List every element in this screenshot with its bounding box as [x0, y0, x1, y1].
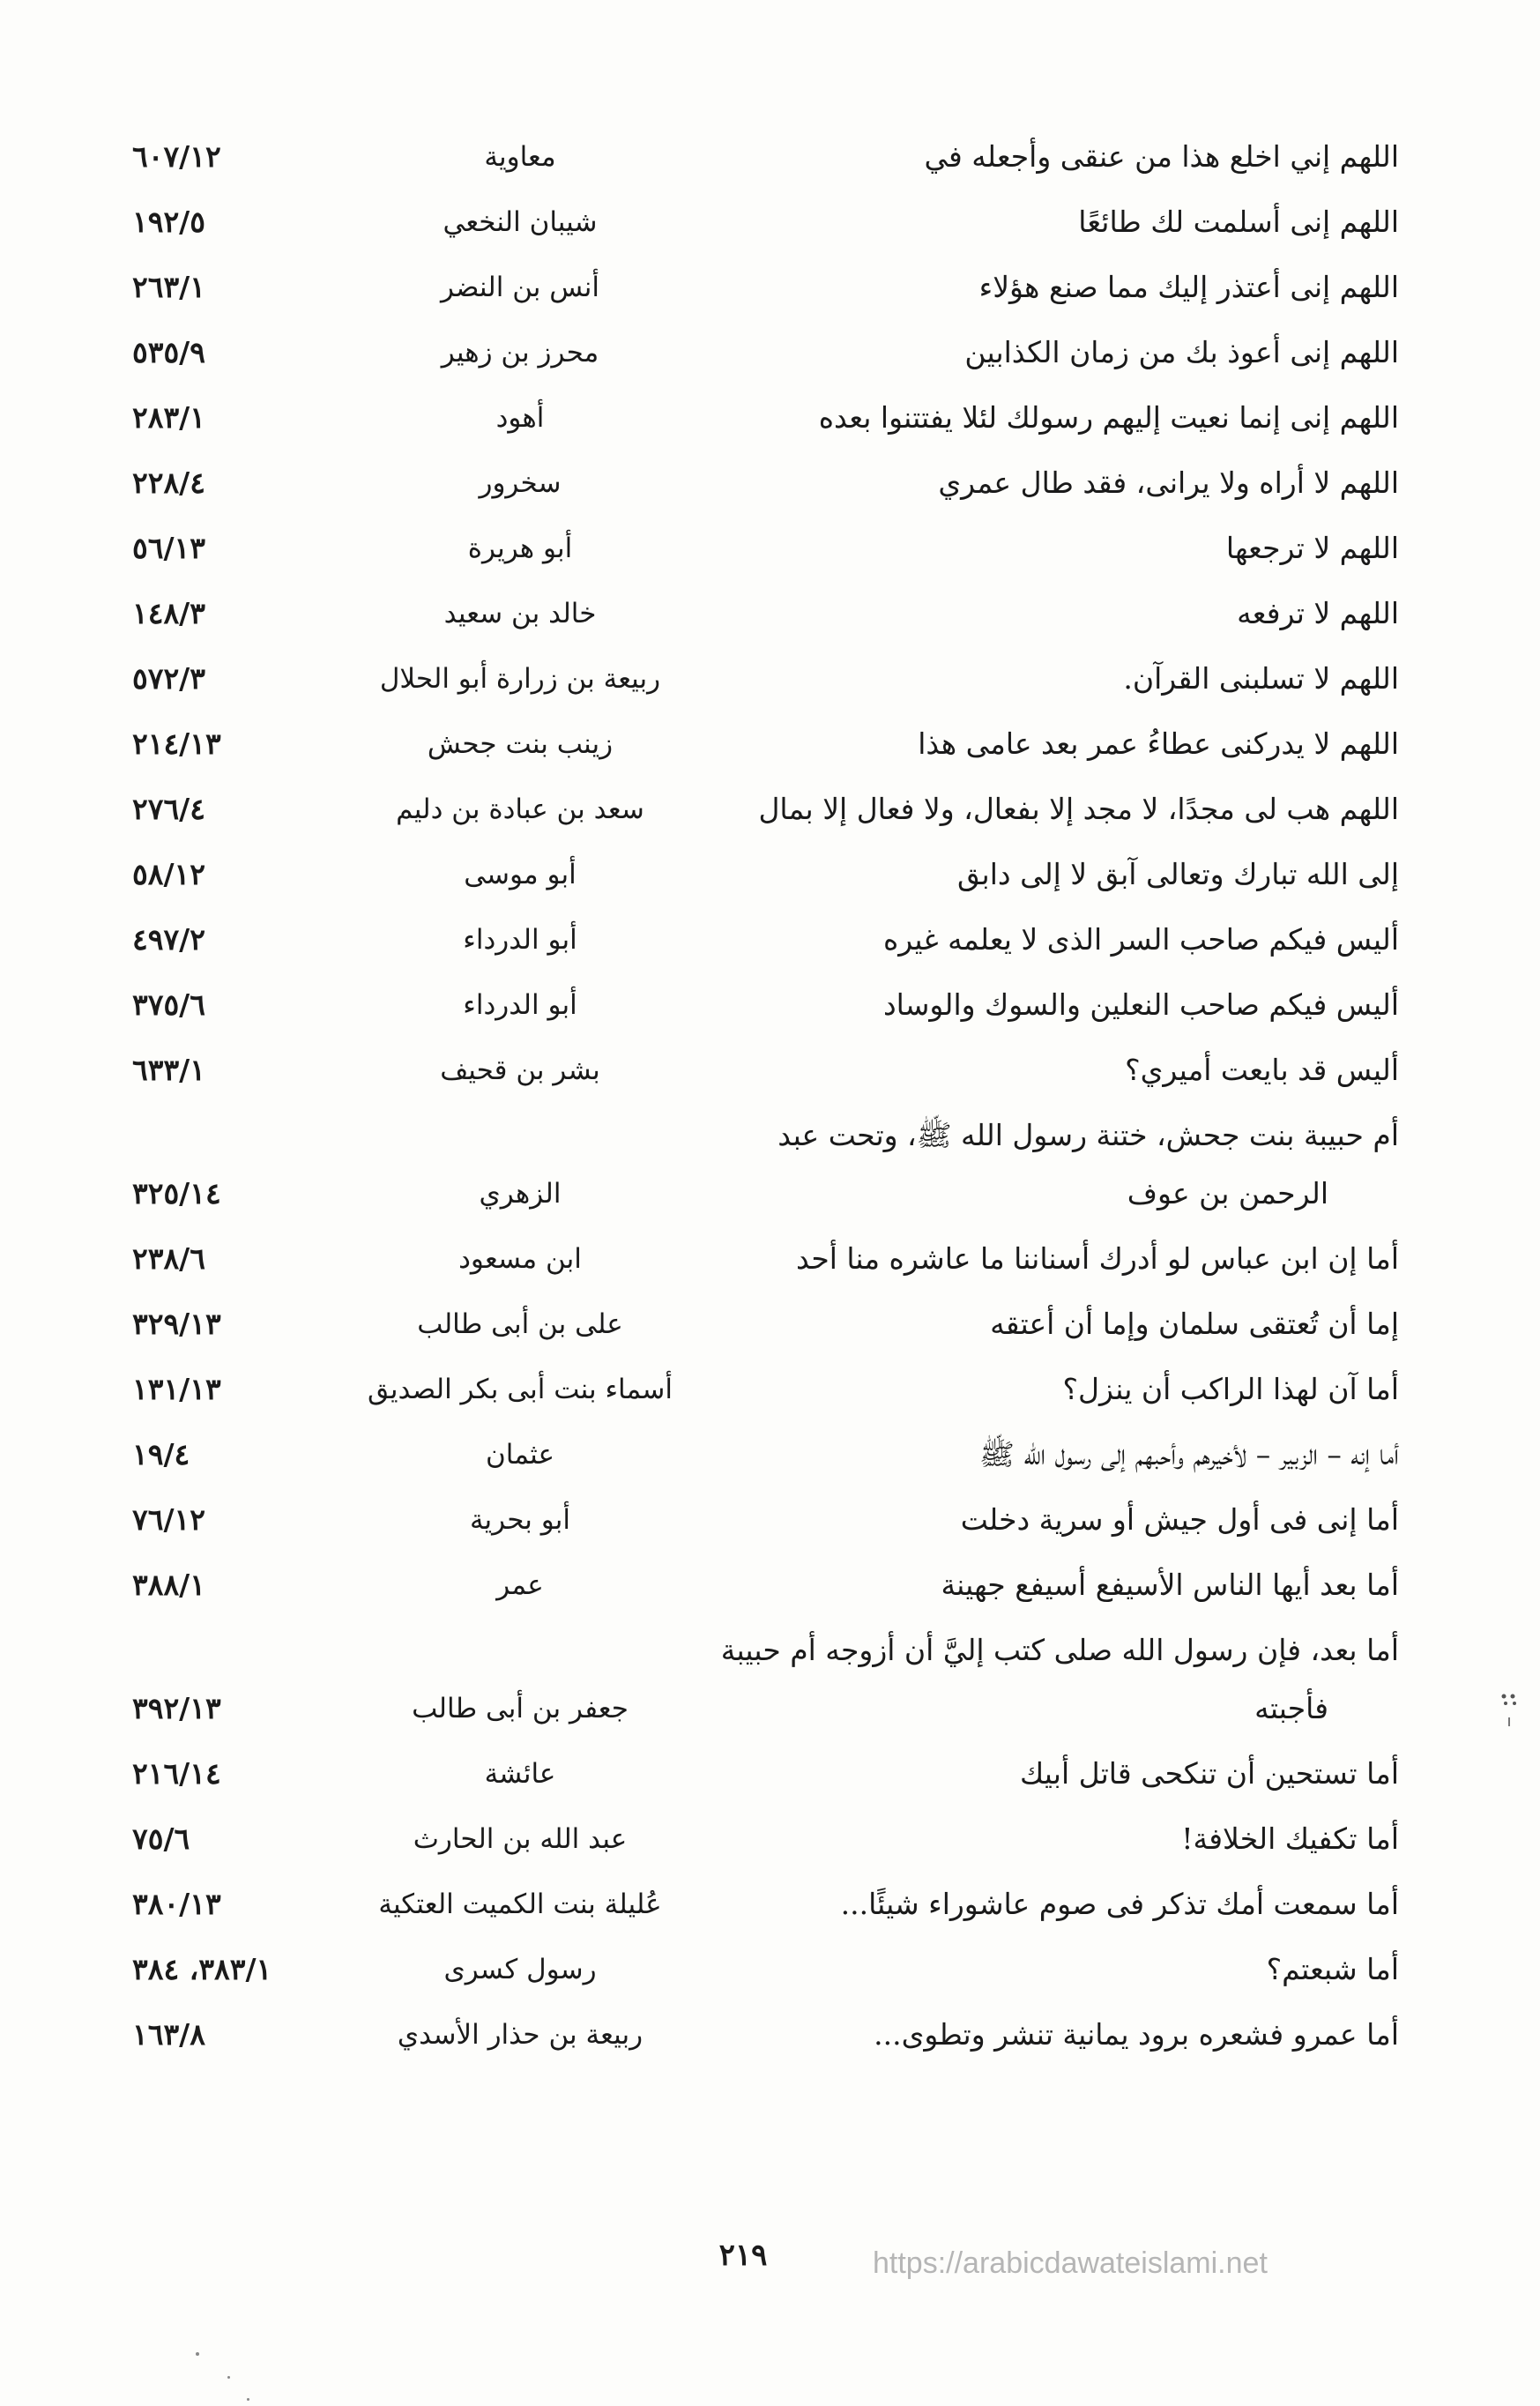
row-narrator: عبد الله بن الحارث [413, 1823, 628, 1855]
row-reference: ٢٦٣/١ [132, 270, 205, 304]
row-phrase: اللهم إنى أعتذر إليك مما صنع هؤلاء [978, 270, 1399, 304]
index-row [0, 979, 1540, 1044]
row-reference: ١٦٣/٨ [132, 2017, 205, 2052]
index-row [0, 652, 1540, 718]
row-narrator: أبو الدرداء [463, 924, 577, 956]
row-reference: ١٩/٤ [132, 1437, 190, 1471]
row-phrase: أما تكفيك الخلافة! [1181, 1821, 1399, 1856]
row-phrase: اللهم هب لى مجدًا، لا مجد إلا بفعال، ولا فعال إلا بمال [758, 792, 1399, 826]
row-narrator: زينب بنت جحش [427, 728, 614, 760]
index-row [0, 848, 1540, 913]
row-reference: ٥٣٥/٩ [132, 335, 205, 369]
index-row [0, 457, 1540, 522]
row-reference: ٣٧٥/٦ [132, 987, 205, 1022]
row-phrase: اللهم إنى أعوذ بك من زمان الكذابين [964, 335, 1399, 369]
index-row [0, 1559, 1540, 1624]
index-row [0, 522, 1540, 587]
index-row [0, 130, 1540, 196]
page-number: ٢١٩ [718, 2238, 768, 2273]
row-reference: ٦٣٣/١ [132, 1053, 205, 1087]
scan-speck [227, 2376, 230, 2379]
row-reference: ٤٩٧/٢ [132, 922, 205, 957]
row-phrase: اللهم لا ترفعه [1237, 596, 1399, 630]
row-narrator: أبو هريرة [467, 533, 573, 564]
row-narrator: ابن مسعود [458, 1243, 582, 1275]
row-phrase: إلى الله تبارك وتعالى آبق لا إلى دابق [957, 857, 1399, 891]
row-phrase: أليس فيكم صاحب السر الذى لا يعلمه غيره [882, 922, 1399, 957]
row-reference: ٢٢٨/٤ [132, 466, 205, 500]
index-row [0, 1298, 1540, 1363]
index-row [0, 587, 1540, 652]
row-reference: ٣٨٠/١٣ [132, 1887, 221, 1921]
row-narrator: رسول كسرى [443, 1954, 597, 1985]
index-row [0, 1044, 1540, 1109]
row-phrase: أما سمعت أمك تذكر فى صوم عاشوراء شيئًا... [840, 1887, 1399, 1921]
index-row [0, 1233, 1540, 1298]
row-phrase: أما شبعتم؟ [1266, 1952, 1399, 1986]
scan-speck [247, 2398, 249, 2401]
row-phrase: اللهم إنى أسلمت لك طائعًا [1078, 205, 1399, 239]
row-reference: ٢٨٣/١ [132, 400, 205, 435]
watermark-url: https://arabicdawateislami.net [873, 2246, 1268, 2280]
index-row [0, 1943, 1540, 2008]
row-narrator: سعد بن عبادة بن دليم [396, 793, 644, 825]
row-reference: ٣٨٣/١، ٣٨٤ [132, 1952, 272, 1986]
row-phrase: اللهم إنى إنما نعيت إليهم رسولك لئلا يفتتنوا بعده [818, 400, 1399, 435]
row-phrase: أليس قد بايعت أميري؟ [1125, 1053, 1399, 1087]
row-narrator: جعفر بن أبى طالب [412, 1693, 629, 1724]
row-reference: ٧٥/٦ [132, 1821, 190, 1856]
row-narrator: ربيعة بن زرارة أبو الحلال [379, 663, 661, 695]
row-narrator: الزهري [479, 1178, 562, 1210]
index-row [0, 1494, 1540, 1559]
row-phrase: أما إنه – الزبير – لأخيرهم وأحبهم إلى رسول الله ﷺ [979, 1437, 1399, 1471]
index-row [0, 913, 1540, 979]
row-reference: ٦٠٧/١٢ [132, 139, 221, 174]
index-row [0, 1109, 1540, 1167]
row-narrator: أنس بن النضر [440, 272, 600, 303]
row-reference: ١٤٨/٣ [132, 596, 205, 630]
row-phrase: أما إن ابن عباس لو أدرك أسناننا ما عاشره منا أحد [796, 1241, 1399, 1276]
row-narrator: أبو الدرداء [463, 989, 577, 1021]
row-reference: ٢٧٦/٤ [132, 792, 205, 826]
row-narrator: على بن أبى طالب [417, 1308, 623, 1340]
row-reference: ٣٩٢/١٣ [132, 1691, 221, 1725]
row-narrator: خالد بن سعيد [443, 598, 597, 629]
index-row [0, 1813, 1540, 1878]
row-narrator: عائشة [484, 1758, 556, 1790]
index-row [0, 1363, 1540, 1428]
row-phrase: أما عمرو فشعره برود يمانية تنشر وتطوى... [874, 2017, 1399, 2052]
row-narrator: سخرور [479, 467, 562, 499]
index-row [0, 391, 1540, 457]
scan-speck [196, 2352, 199, 2356]
row-phrase: اللهم لا يدركنى عطاءُ عمر بعد عامى هذا [918, 726, 1399, 761]
index-row [0, 1682, 1540, 1747]
row-phrase: اللهم لا ترجعها [1225, 531, 1399, 565]
row-reference: ١٣١/١٣ [132, 1372, 221, 1406]
row-narrator: عمر [496, 1569, 544, 1601]
row-narrator: معاوية [484, 141, 556, 173]
index-row [0, 1878, 1540, 1943]
index-row [0, 783, 1540, 848]
row-reference: ٥٦/١٣ [132, 531, 205, 565]
index-row [0, 261, 1540, 326]
row-phrase: اللهم إني اخلع هذا من عنقى وأجعله في [924, 139, 1399, 174]
row-phrase: أم حبيبة بنت جحش، ختنة رسول الله ﷺ، وتحت عبد [777, 1118, 1399, 1152]
row-phrase: اللهم لا أراه ولا يرانى، فقد طال عمري [938, 466, 1399, 500]
index-row [0, 326, 1540, 391]
row-narrator: أبو بحرية [469, 1504, 571, 1536]
index-row [0, 1624, 1540, 1682]
index-row [0, 1747, 1540, 1813]
row-narrator: ربيعة بن حذار الأسدي [397, 2019, 644, 2051]
row-reference: ٣٢٩/١٣ [132, 1307, 221, 1341]
row-phrase: إما أن تُعتقى سلمان وإما أن أعتقه [990, 1307, 1399, 1341]
index-row [0, 1428, 1540, 1494]
index-row [0, 196, 1540, 261]
row-phrase: اللهم لا تسلبنى القرآن. [1123, 661, 1399, 696]
row-narrator: عُليلة بنت الكميت العتكية [378, 1888, 662, 1920]
row-phrase: فأجبته [1254, 1691, 1328, 1725]
row-narrator: أهود [495, 402, 545, 434]
index-table [0, 130, 1540, 2074]
row-phrase: أما آن لهذا الراكب أن ينزل؟ [1062, 1372, 1399, 1406]
row-reference: ٢١٤/١٣ [132, 726, 221, 761]
row-narrator: أسماء بنت أبى بكر الصديق [368, 1374, 673, 1405]
row-narrator: أبو موسى [464, 859, 577, 890]
row-reference: ٥٨/١٢ [132, 857, 205, 891]
row-phrase: أما بعد أيها الناس الأسيفع أسيفع جهينة [941, 1568, 1399, 1602]
row-reference: ١٩٢/٥ [132, 205, 205, 239]
index-row [0, 1167, 1540, 1233]
row-phrase: أما تستحين أن تنكحى قاتل أبيك [1019, 1756, 1399, 1791]
row-reference: ٣٢٥/١٤ [132, 1176, 221, 1210]
margin-mark-icon [1499, 1691, 1520, 1730]
row-narrator: شيبان النخعي [443, 206, 598, 238]
index-row [0, 718, 1540, 783]
row-reference: ٥٧٢/٣ [132, 661, 205, 696]
row-reference: ٢١٦/١٤ [132, 1756, 221, 1791]
row-phrase: أليس فيكم صاحب النعلين والسوك والوساد [882, 987, 1399, 1022]
row-phrase: الرحمن بن عوف [1127, 1176, 1328, 1210]
row-phrase: أما إنى فى أول جيش أو سرية دخلت [960, 1502, 1399, 1537]
row-phrase: أما بعد، فإن رسول الله صلى كتب إليَّ أن أزوجه أم حبيبة [720, 1633, 1399, 1667]
row-reference: ٧٦/١٢ [132, 1502, 205, 1537]
row-reference: ٢٣٨/٦ [132, 1241, 205, 1276]
row-reference: ٣٨٨/١ [132, 1568, 205, 1602]
row-narrator: بشر بن قحيف [440, 1054, 600, 1086]
index-row [0, 2008, 1540, 2074]
row-narrator: محرز بن زهير [441, 337, 599, 369]
row-narrator: عثمان [486, 1439, 554, 1471]
